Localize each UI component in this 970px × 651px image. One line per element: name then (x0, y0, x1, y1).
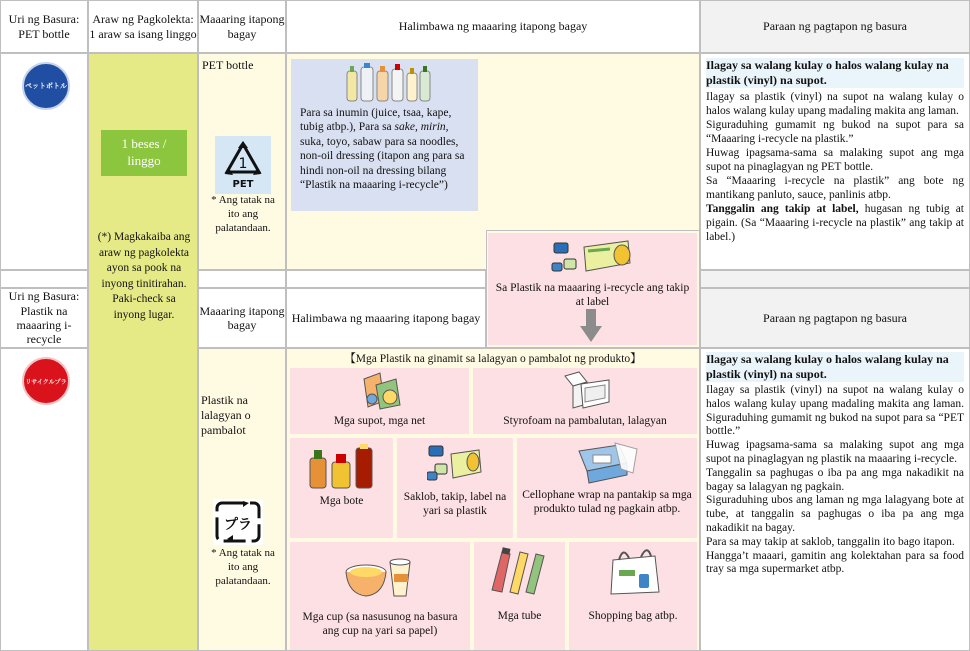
styrofoam-icon (561, 370, 613, 412)
cellophane-icon (575, 441, 639, 485)
example-tubes (474, 542, 565, 650)
spacer (0, 270, 88, 288)
shopping-bag-icon (605, 546, 663, 596)
pet-item-cell (198, 53, 286, 270)
pet-badge-icon: ペットボトル (22, 62, 70, 110)
cellophane-label: Cellophane wrap na pantakip sa mga produkto tulad ng pagkain atbp. (522, 489, 692, 516)
pet-mark-note: * Ang tatak na ito ang palatandaan. (211, 194, 275, 234)
header-waste-type-pet: Uri ng Basura: PET bottle (0, 0, 88, 53)
tubes-label: Mga tube (497, 610, 542, 622)
pet-type-cell (0, 53, 88, 270)
example-styrofoam (473, 368, 697, 434)
pet-example-box (291, 59, 478, 211)
cap-label-text: Sa Plastik na maaaring i-recycle ang takip at label (495, 282, 690, 309)
caps-icon (427, 442, 483, 486)
plastic-mark-note: * Ang tatak na ito ang palatandaan. (211, 547, 275, 587)
pet-item-label: PET bottle (202, 58, 254, 72)
plastic-method-cell (700, 348, 970, 651)
cups-icon (344, 550, 416, 602)
styrofoam-label: Styrofoam na pambalutan, lalagyan (503, 415, 667, 427)
header-disposal-method: Paraan ng pagtapon ng basura (700, 0, 970, 53)
header-disposable-items-2: Maaaring itapong bagay (198, 288, 286, 348)
schedule-note: (*) Magkakaiba ang araw ng pagkolekta ayon sa pook na inyong tinitirahan. Paki-check sa inyong lugar. (97, 231, 191, 321)
pet-recycle-mark-icon (215, 136, 271, 194)
plastic-type-cell (0, 348, 88, 651)
pet-mark-text: PET (232, 179, 254, 190)
header-disposal-method-2: Paraan ng pagtapon ng basura (700, 288, 970, 348)
example-caps (397, 438, 513, 538)
caps-labels-icon (550, 237, 634, 279)
pet-method-body: Ilagay sa plastik (vinyl) na supot na walang kulay o halos walang kulay upang madaling makita ang laman. Siguraduhing gumamit ng bukod na supot para sa “Maaaring i-recycle na plastik.” Huwag ipagsama-sama sa malaking supot ang mga supot na pinaglagyan ng PET bottle. Sa “Maaaring i-recycle na plastik” ang bote ng mantikang panluto, sauce, panlinis atbp. Tanggalin ang takip at label, hugasan ng tubig at pigain. (Sa “Maaaring i-recycle na plastik” ang takip at label.) (706, 91, 965, 244)
bags-nets-icon (360, 371, 404, 411)
bottles-icon (308, 444, 376, 490)
header-examples: Halimbawa ng maaaring itapong bagay (286, 0, 700, 53)
pet-method-cell (700, 53, 970, 270)
schedule-column (88, 53, 198, 651)
plastic-section-title: 【Mga Plastik na ginamit sa lalagyan o pambalot ng produkto】 (344, 353, 642, 365)
bottles-label: Mga bote (319, 495, 364, 507)
header-examples-2: Halimbawa ng maaaring itapong bagay (286, 288, 486, 348)
cups-label: Mga cup (sa nasusunog na basura ang cup na yari sa papel) (302, 611, 458, 638)
example-shopping-bag (569, 542, 697, 650)
plastic-examples-cell (286, 348, 700, 651)
tubes-icon (488, 546, 550, 596)
plastic-mark-text: プラ (224, 517, 252, 533)
pet-example-text: Para sa inumin (juice, tsaa, kape, tubig atbp.), Para sa sake, mirin, suka, toyo, sabaw para sa noodles, non-oil dressing (itapon ang para sa hindi non-oil na dressing bilang “Plastik na maaaring i-recycle”) (300, 107, 465, 191)
header-collection-day: Araw ng Pagkolekta: 1 araw sa isang linggo (88, 0, 198, 53)
frequency-badge: 1 beses / linggo (101, 130, 187, 176)
down-arrow-icon (580, 309, 602, 343)
plastic-method-title: Ilagay sa walang kulay o halos walang kulay na plastik (vinyl) na supot. (706, 352, 964, 382)
example-bags (290, 368, 469, 434)
example-cups (290, 542, 470, 650)
caps-label: Saklob, takip, label na yari sa plastik (403, 491, 507, 518)
spacer (700, 270, 970, 288)
shopping-bag-label: Shopping bag atbp. (588, 610, 678, 622)
recycle-badge-icon: リサイクルプラ (22, 357, 70, 405)
plastic-item-cell (198, 348, 286, 651)
plastic-item-label: Plastik na lalagyan o pambalot (201, 393, 251, 437)
spacer (198, 270, 286, 288)
cap-label-box (488, 233, 697, 345)
bags-label: Mga supot, mga net (333, 415, 426, 427)
plastic-method-body: Ilagay sa plastik (vinyl) na supot na walang kulay o halos walang kulay upang madaling makita ang laman. Siguraduhing gumamit ng bukod na supot para sa “PET bottle.” Huwag ipagsama-sama sa malaking supot ang mga supot na pinaglagyan ng plastik na maaaring i-recycle. Tanggalin sa paghugas o iba pa ang mga nakadikit na bagay sa lalagyan ng pagkain. Siguraduhing ubos ang laman ng mga lalagyang bote at tube, at tanggalin sa paghugas o iba pa ang mga nakadikit na bagay. Para sa may takip at saklob, tanggalin ito bago itapon. Hangga’t maaari, gamitin ang kolektahan para sa food tray sa mga supermarket atbp. (706, 384, 964, 576)
pet-mark-number: 1 (238, 156, 248, 172)
header-disposable-items: Maaaring itapong bagay (198, 0, 286, 53)
spacer (286, 270, 486, 288)
pet-bottles-icon (343, 63, 433, 103)
example-bottles (290, 438, 393, 538)
example-cellophane (517, 438, 697, 538)
plastic-recycle-mark-icon (213, 499, 263, 545)
pet-method-title: Ilagay sa walang kulay o halos walang kulay na plastik (vinyl) na supot. (706, 58, 964, 88)
header-waste-type-plastic: Uri ng Basura: Plastik na maaaring i-recycle (0, 288, 88, 348)
